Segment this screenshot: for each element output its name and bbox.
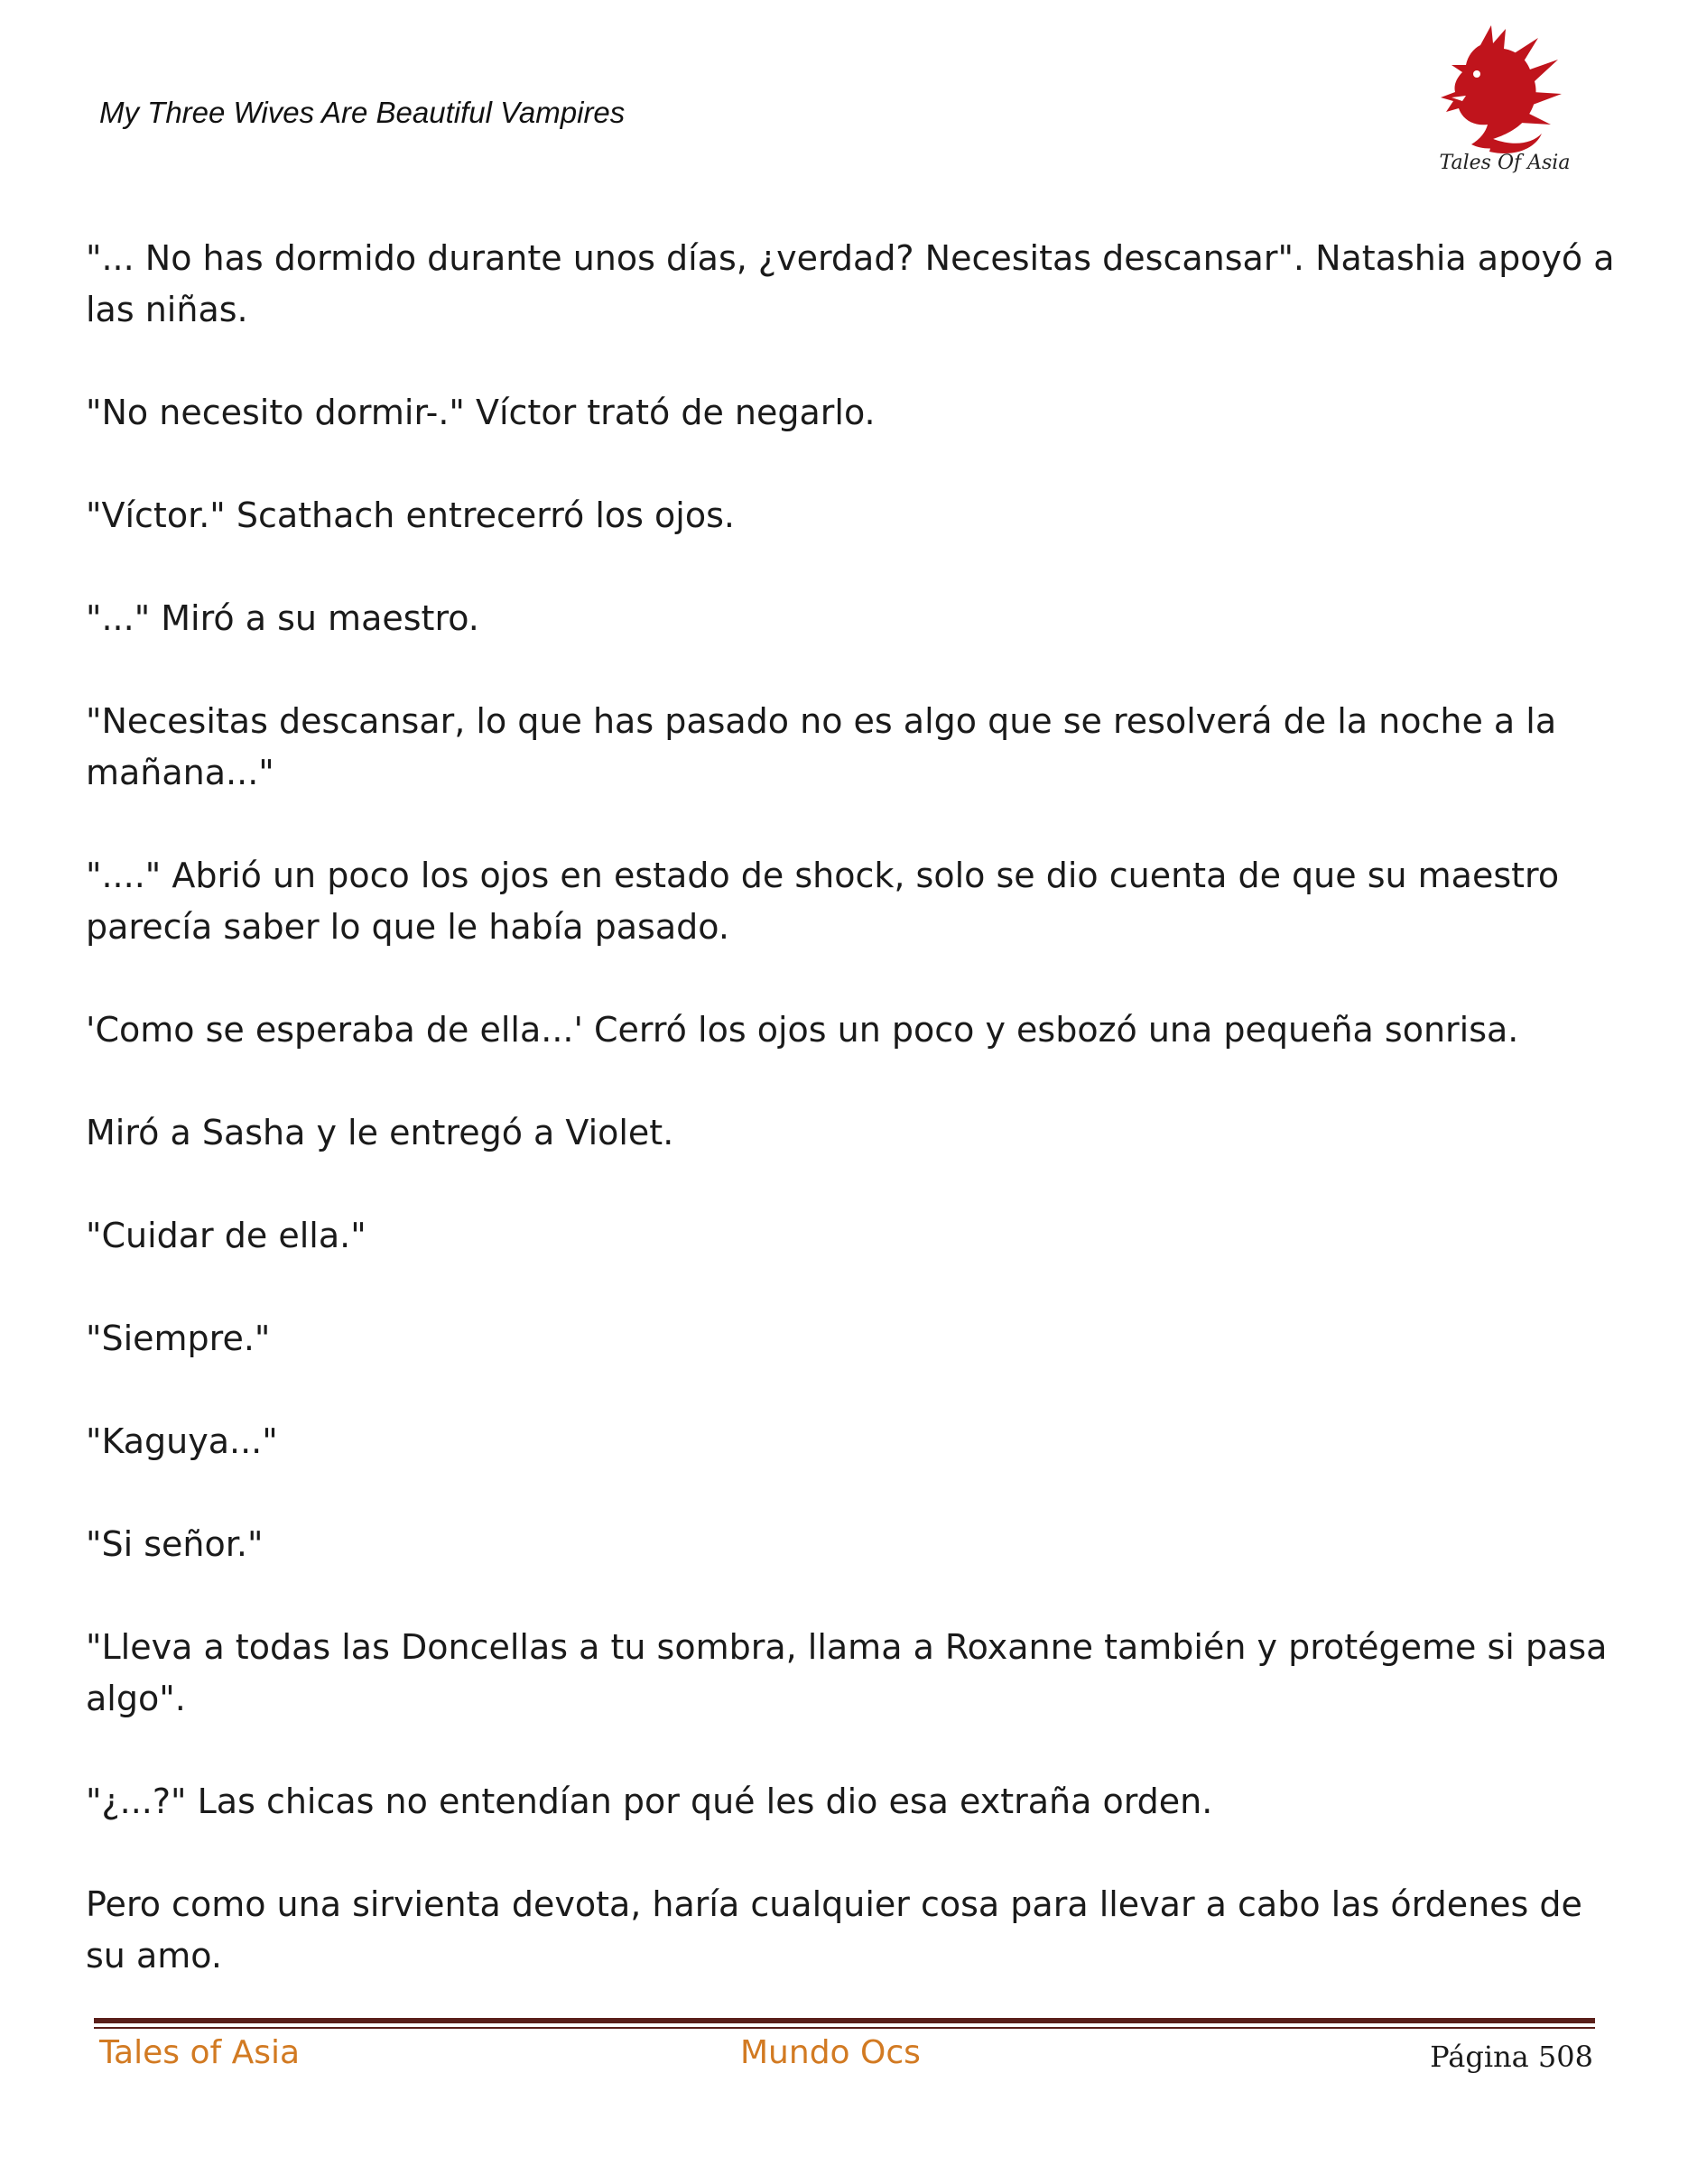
paragraph: "Necesitas descansar, lo que has pasado no es algo que se resolverá de la noche a la mañana..." bbox=[86, 701, 1557, 792]
paragraph: "Si señor." bbox=[86, 1524, 264, 1564]
paragraph: "Cuidar de ella." bbox=[86, 1216, 366, 1255]
paragraph: "Kaguya..." bbox=[86, 1421, 278, 1461]
footer-divider-thin bbox=[94, 2027, 1595, 2029]
paragraph: 'Como se esperaba de ella...' Cerró los ojos un poco y esbozó una pequeña sonrisa. bbox=[86, 1010, 1519, 1050]
logo-text: Tales Of Asia bbox=[1439, 152, 1571, 174]
paragraph: "Víctor." Scathach entrecerró los ojos. bbox=[86, 495, 735, 535]
book-title: My Three Wives Are Beautiful Vampires bbox=[99, 96, 626, 129]
paragraph: "¿...?" Las chicas no entendían por qué les dio esa extraña orden. bbox=[86, 1781, 1213, 1821]
paragraph: "Lleva a todas las Doncellas a tu sombra, llama a Roxanne también y protégeme si pasa algo". bbox=[86, 1627, 1608, 1718]
chapter-body bbox=[86, 233, 1620, 2033]
paragraph: "Siempre." bbox=[86, 1319, 271, 1358]
paragraph: Miró a Sasha y le entregó a Violet. bbox=[86, 1113, 674, 1152]
paragraph: "No necesito dormir-." Víctor trató de negarlo. bbox=[86, 393, 876, 432]
paragraph: Pero como una sirvienta devota, haría cualquier cosa para llevar a cabo las órdenes de su amo. bbox=[86, 1884, 1582, 1976]
page-number: Página 508 bbox=[1430, 2040, 1593, 2074]
footer-site: Mundo Ocs bbox=[740, 2034, 921, 2071]
paragraph: "...." Abrió un poco los ojos en estado de shock, solo se dio cuenta de que su maestro parecía saber lo que le había pasado. bbox=[86, 856, 1560, 947]
footer-publisher: Tales of Asia bbox=[99, 2034, 301, 2071]
footer-divider bbox=[94, 2018, 1595, 2023]
paragraph: "..." Miró a su maestro. bbox=[86, 598, 479, 638]
paragraph: "... No has dormido durante unos días, ¿verdad? Necesitas descansar". Natashia apoyó a las niñas. bbox=[86, 238, 1615, 329]
